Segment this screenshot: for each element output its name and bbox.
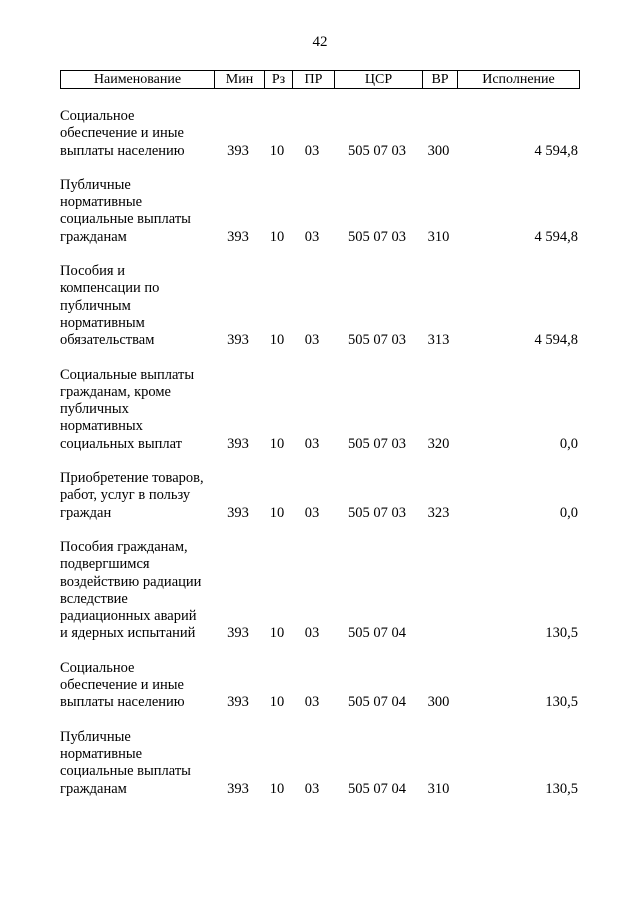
column-header-isp: Исполнение bbox=[457, 71, 579, 88]
row-csr: 505 07 03 bbox=[348, 142, 406, 159]
table-row bbox=[60, 367, 580, 453]
row-name: Публичные нормативные социальные выплаты гражданам bbox=[60, 728, 191, 797]
column-header-rz: Рз bbox=[264, 71, 292, 88]
column-header-pr: ПР bbox=[292, 71, 334, 88]
table-body bbox=[60, 108, 580, 815]
row-csr: 505 07 03 bbox=[348, 332, 406, 349]
row-pr: 03 bbox=[304, 504, 320, 521]
table-header bbox=[60, 70, 580, 89]
row-rz: 10 bbox=[269, 625, 285, 642]
column-header-vr: ВР bbox=[422, 71, 457, 88]
row-isp: 130,5 bbox=[545, 694, 578, 711]
row-vr: 310 bbox=[427, 228, 450, 245]
row-pr: 03 bbox=[304, 332, 320, 349]
row-pr: 03 bbox=[304, 780, 320, 797]
row-vr: 320 bbox=[427, 435, 450, 452]
row-name: Социальное обеспечение и иные выплаты населению bbox=[60, 108, 185, 159]
row-isp: 4 594,8 bbox=[534, 142, 578, 159]
column-header-name: Наименование bbox=[93, 72, 182, 87]
row-vr: 323 bbox=[427, 504, 450, 521]
table-row bbox=[60, 177, 580, 246]
row-isp: 0,0 bbox=[559, 435, 578, 452]
row-min: 393 bbox=[227, 228, 249, 245]
row-rz: 10 bbox=[269, 142, 285, 159]
row-pr: 03 bbox=[304, 694, 320, 711]
row-rz: 10 bbox=[269, 332, 285, 349]
row-csr: 505 07 03 bbox=[348, 228, 406, 245]
table-row bbox=[60, 470, 580, 522]
row-rz: 10 bbox=[269, 228, 285, 245]
row-isp: 130,5 bbox=[545, 780, 578, 797]
row-pr: 03 bbox=[304, 625, 320, 642]
row-vr: 310 bbox=[427, 780, 450, 797]
row-isp: 4 594,8 bbox=[534, 332, 578, 349]
row-rz: 10 bbox=[269, 694, 285, 711]
row-min: 393 bbox=[227, 435, 249, 452]
row-isp: 4 594,8 bbox=[534, 228, 578, 245]
row-csr: 505 07 04 bbox=[348, 625, 406, 642]
row-min: 393 bbox=[227, 142, 249, 159]
table-row bbox=[60, 539, 580, 643]
row-name: Пособия гражданам, подвергшимся воздействию радиации вследствие радиационных аварий и ядерных испытаний bbox=[60, 538, 202, 642]
row-min: 393 bbox=[227, 694, 249, 711]
row-vr: 300 bbox=[427, 694, 450, 711]
row-name: Социальное обеспечение и иные выплаты населению bbox=[60, 659, 185, 711]
row-min: 393 bbox=[227, 332, 249, 349]
row-pr: 03 bbox=[304, 435, 320, 452]
row-rz: 10 bbox=[269, 504, 285, 521]
column-header-csr: ЦСР bbox=[334, 71, 422, 88]
row-pr: 03 bbox=[304, 228, 320, 245]
row-csr: 505 07 04 bbox=[348, 780, 406, 797]
row-min: 393 bbox=[227, 625, 249, 642]
row-csr: 505 07 03 bbox=[348, 504, 406, 521]
row-rz: 10 bbox=[269, 780, 285, 797]
row-isp: 130,5 bbox=[545, 625, 578, 642]
row-isp: 0,0 bbox=[559, 504, 578, 521]
row-min: 393 bbox=[227, 780, 249, 797]
table-row bbox=[60, 729, 580, 798]
page-number: 42 bbox=[312, 34, 328, 50]
table-row bbox=[60, 263, 580, 349]
row-rz: 10 bbox=[269, 435, 285, 452]
row-csr: 505 07 03 bbox=[348, 435, 406, 452]
row-csr: 505 07 04 bbox=[348, 694, 406, 711]
table-row bbox=[60, 660, 580, 712]
row-vr: 300 bbox=[427, 142, 450, 159]
row-vr: 313 bbox=[427, 332, 450, 349]
row-name: Публичные нормативные социальные выплаты гражданам bbox=[60, 176, 191, 245]
row-min: 393 bbox=[227, 504, 249, 521]
table-row bbox=[60, 108, 580, 160]
row-name: Социальные выплаты гражданам, кроме публичных нормативных социальных выплат bbox=[60, 366, 195, 452]
row-pr: 03 bbox=[304, 142, 320, 159]
row-name: Пособия и компенсации по публичным нормативным обязательствам bbox=[60, 263, 160, 349]
column-header-min: Мин bbox=[214, 71, 264, 88]
row-name: Приобретение товаров, работ, услуг в пользу граждан bbox=[60, 470, 204, 521]
